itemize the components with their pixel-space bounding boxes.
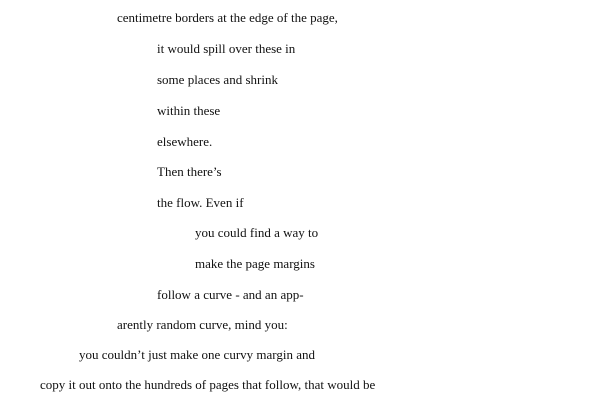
text-line: make the page margins [195, 256, 315, 271]
text-line: follow a curve - and an app- [157, 287, 304, 302]
text-line: within these [157, 103, 221, 118]
text-line: copy it out onto the hundreds of pages that follow, that would be [40, 377, 376, 392]
text-line: centimetre borders at the edge of the page, [117, 10, 338, 25]
text-line: you could find a way to [195, 225, 319, 240]
text-line: it would spill over these in [157, 41, 296, 56]
text-line: arently random curve, mind you: [117, 317, 288, 332]
text-line: the flow. Even if [157, 195, 244, 210]
text-line: some places and shrink [157, 72, 278, 87]
text-line: Then there’s [157, 164, 222, 179]
text-line: you couldn’t just make one curvy margin and [79, 347, 315, 362]
text-line: elsewhere. [157, 134, 213, 149]
